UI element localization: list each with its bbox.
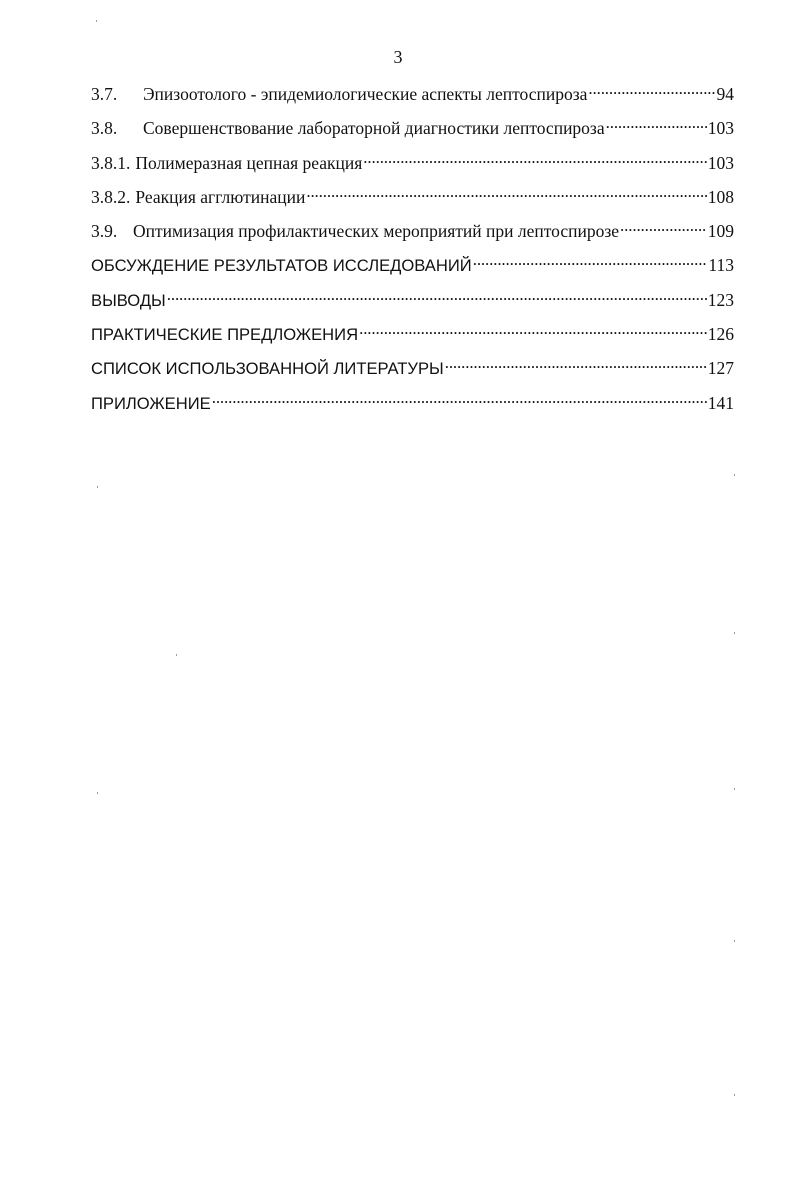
toc-leader-dots (588, 78, 715, 100)
toc-entry-3-7[interactable] (91, 78, 734, 112)
table-of-contents (91, 78, 734, 421)
toc-entry-title: Совершенствование лабораторной диагностики лептоспироза (143, 118, 605, 139)
toc-entry-title: ПРАКТИЧЕСКИЕ ПРЕДЛОЖЕНИЯ (91, 325, 359, 345)
toc-leader-dots (473, 249, 708, 271)
toc-leader-dots (359, 318, 707, 340)
toc-entry-discussion[interactable] (91, 249, 734, 283)
toc-leader-dots (620, 215, 707, 237)
toc-entry-3-8[interactable] (91, 112, 734, 146)
toc-entry-number: 3.9. (91, 221, 118, 242)
toc-leader-dots (606, 112, 707, 134)
scan-speck (734, 632, 735, 634)
toc-entry-page: 126 (707, 324, 734, 345)
toc-entry-title: ВЫВОДЫ (91, 290, 166, 310)
toc-entry-3-8-1[interactable] (91, 147, 734, 181)
scan-speck (734, 940, 735, 942)
toc-entry-number: 3.8.1. (91, 152, 131, 173)
scan-speck (734, 788, 735, 790)
toc-entry-number: 3.8.2. (91, 186, 131, 207)
toc-entry-title: Полимеразная цепная реакция (135, 152, 363, 173)
scan-speck (96, 20, 97, 22)
toc-entry-title: Реакция агглютинации (135, 186, 306, 207)
toc-entry-page: 103 (707, 152, 734, 173)
toc-entry-conclusions[interactable] (91, 284, 734, 318)
toc-entry-number: 3.8. (91, 118, 118, 139)
toc-entry-page: 108 (707, 186, 734, 207)
toc-entry-page: 141 (707, 392, 734, 413)
scan-speck (734, 474, 735, 476)
scan-speck (97, 792, 98, 794)
toc-entry-page: 127 (707, 358, 734, 379)
toc-entry-page: 109 (707, 221, 734, 242)
toc-entry-references[interactable] (91, 352, 734, 386)
toc-entry-title: Эпизоотолого - эпидемиологические аспекты лептоспироза (143, 84, 588, 104)
toc-entry-title: Оптимизация профилактических мероприятий при лептоспирозе (133, 221, 620, 242)
toc-entry-page: 94 (716, 84, 734, 104)
toc-leader-dots (167, 284, 707, 306)
toc-entry-title: СПИСОК ИСПОЛЬЗОВАННОЙ ЛИТЕРАТУРЫ (91, 359, 444, 379)
toc-entry-appendix[interactable] (91, 387, 734, 421)
scan-speck (734, 1094, 735, 1096)
toc-entry-number: 3.7. (91, 84, 118, 104)
toc-entry-page: 113 (708, 255, 734, 276)
toc-leader-dots (306, 181, 706, 203)
toc-entry-practical-proposals[interactable] (91, 318, 734, 352)
toc-entry-title: ОБСУЖДЕНИЕ РЕЗУЛЬТАТОВ ИССЛЕДОВАНИЙ (91, 256, 472, 276)
scan-speck (176, 654, 177, 656)
scan-speck (97, 486, 98, 488)
toc-leader-dots (445, 352, 707, 374)
toc-entry-3-8-2[interactable] (91, 181, 734, 215)
page-number: 3 (393, 47, 403, 67)
toc-entry-page: 123 (707, 289, 734, 310)
toc-entry-title: ПРИЛОЖЕНИЕ (91, 393, 211, 413)
toc-entry-page: 103 (707, 118, 734, 139)
toc-leader-dots (363, 147, 706, 169)
toc-leader-dots (212, 387, 707, 409)
toc-entry-3-9[interactable] (91, 215, 734, 249)
